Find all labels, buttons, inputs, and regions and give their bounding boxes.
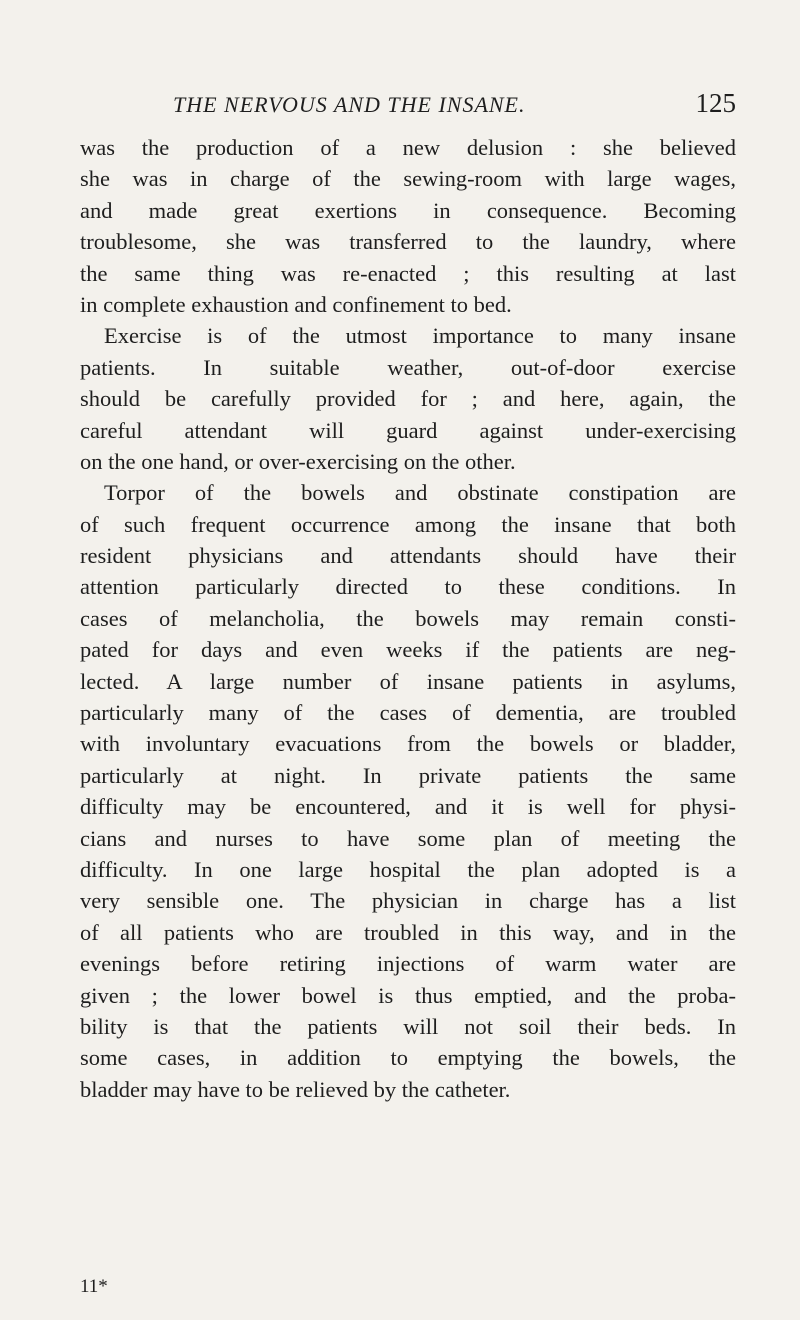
signature-mark: 11* <box>80 1276 108 1297</box>
running-head: THE NERVOUS AND THE INSANE. <box>173 92 526 117</box>
text-line: with involuntary evacuations from the bowels or bladder, <box>80 731 736 757</box>
text-line: given ; the lower bowel is thus emptied, and the proba- <box>80 982 736 1008</box>
text-line: of such frequent occurrence among the insane that both <box>80 511 736 537</box>
text-line: Exercise is of the utmost importance to many insane <box>104 323 736 349</box>
text-line: lected. A large number of insane patients in asylums, <box>80 668 736 694</box>
text-line: resident physicians and attendants should have their <box>80 543 736 569</box>
text-line: in complete exhaustion and confinement to bed. <box>80 291 512 317</box>
text-line: evenings before retiring injections of warm water are <box>80 951 736 977</box>
text-line: patients. In suitable weather, out-of-door exercise <box>80 354 736 380</box>
text-line: cases of melancholia, the bowels may remain consti- <box>80 605 736 631</box>
text-line: troublesome, she was transferred to the laundry, where <box>80 229 736 255</box>
text-line: and made great exertions in consequence. Becoming <box>80 197 736 223</box>
text-line: some cases, in addition to emptying the bowels, the <box>80 1045 736 1071</box>
page-number: 125 <box>695 88 736 118</box>
text-line: particularly at night. In private patients the same <box>80 762 736 788</box>
text-line: pated for days and even weeks if the patients are neg- <box>80 637 736 663</box>
text-line: Torpor of the bowels and obstinate constipation are <box>104 480 736 506</box>
body-text <box>80 132 736 1105</box>
text-line: bility is that the patients will not soil their beds. In <box>80 1013 736 1039</box>
text-line: difficulty may be encountered, and it is well for physi- <box>80 794 736 820</box>
text-line: very sensible one. The physician in charge has a list <box>80 888 736 914</box>
text-line: cians and nurses to have some plan of meeting the <box>80 825 736 851</box>
text-line: should be carefully provided for ; and here, again, the <box>80 386 736 412</box>
text-line: she was in charge of the sewing-room with large wages, <box>80 166 736 192</box>
text-line: on the one hand, or over-exercising on the other. <box>80 448 516 474</box>
text-line: the same thing was re-enacted ; this resulting at last <box>80 260 736 286</box>
page-header <box>80 88 736 124</box>
text-line: careful attendant will guard against under-exercising <box>80 417 736 443</box>
text-line: of all patients who are troubled in this way, and in the <box>80 919 736 945</box>
text-line: difficulty. In one large hospital the plan adopted is a <box>80 856 736 882</box>
text-line: was the production of a new delusion : she believed <box>80 135 736 160</box>
text-line: bladder may have to be relieved by the catheter. <box>80 1076 511 1102</box>
text-line: particularly many of the cases of dementia, are troubled <box>80 700 736 726</box>
text-line: attention particularly directed to these conditions. In <box>80 574 736 600</box>
